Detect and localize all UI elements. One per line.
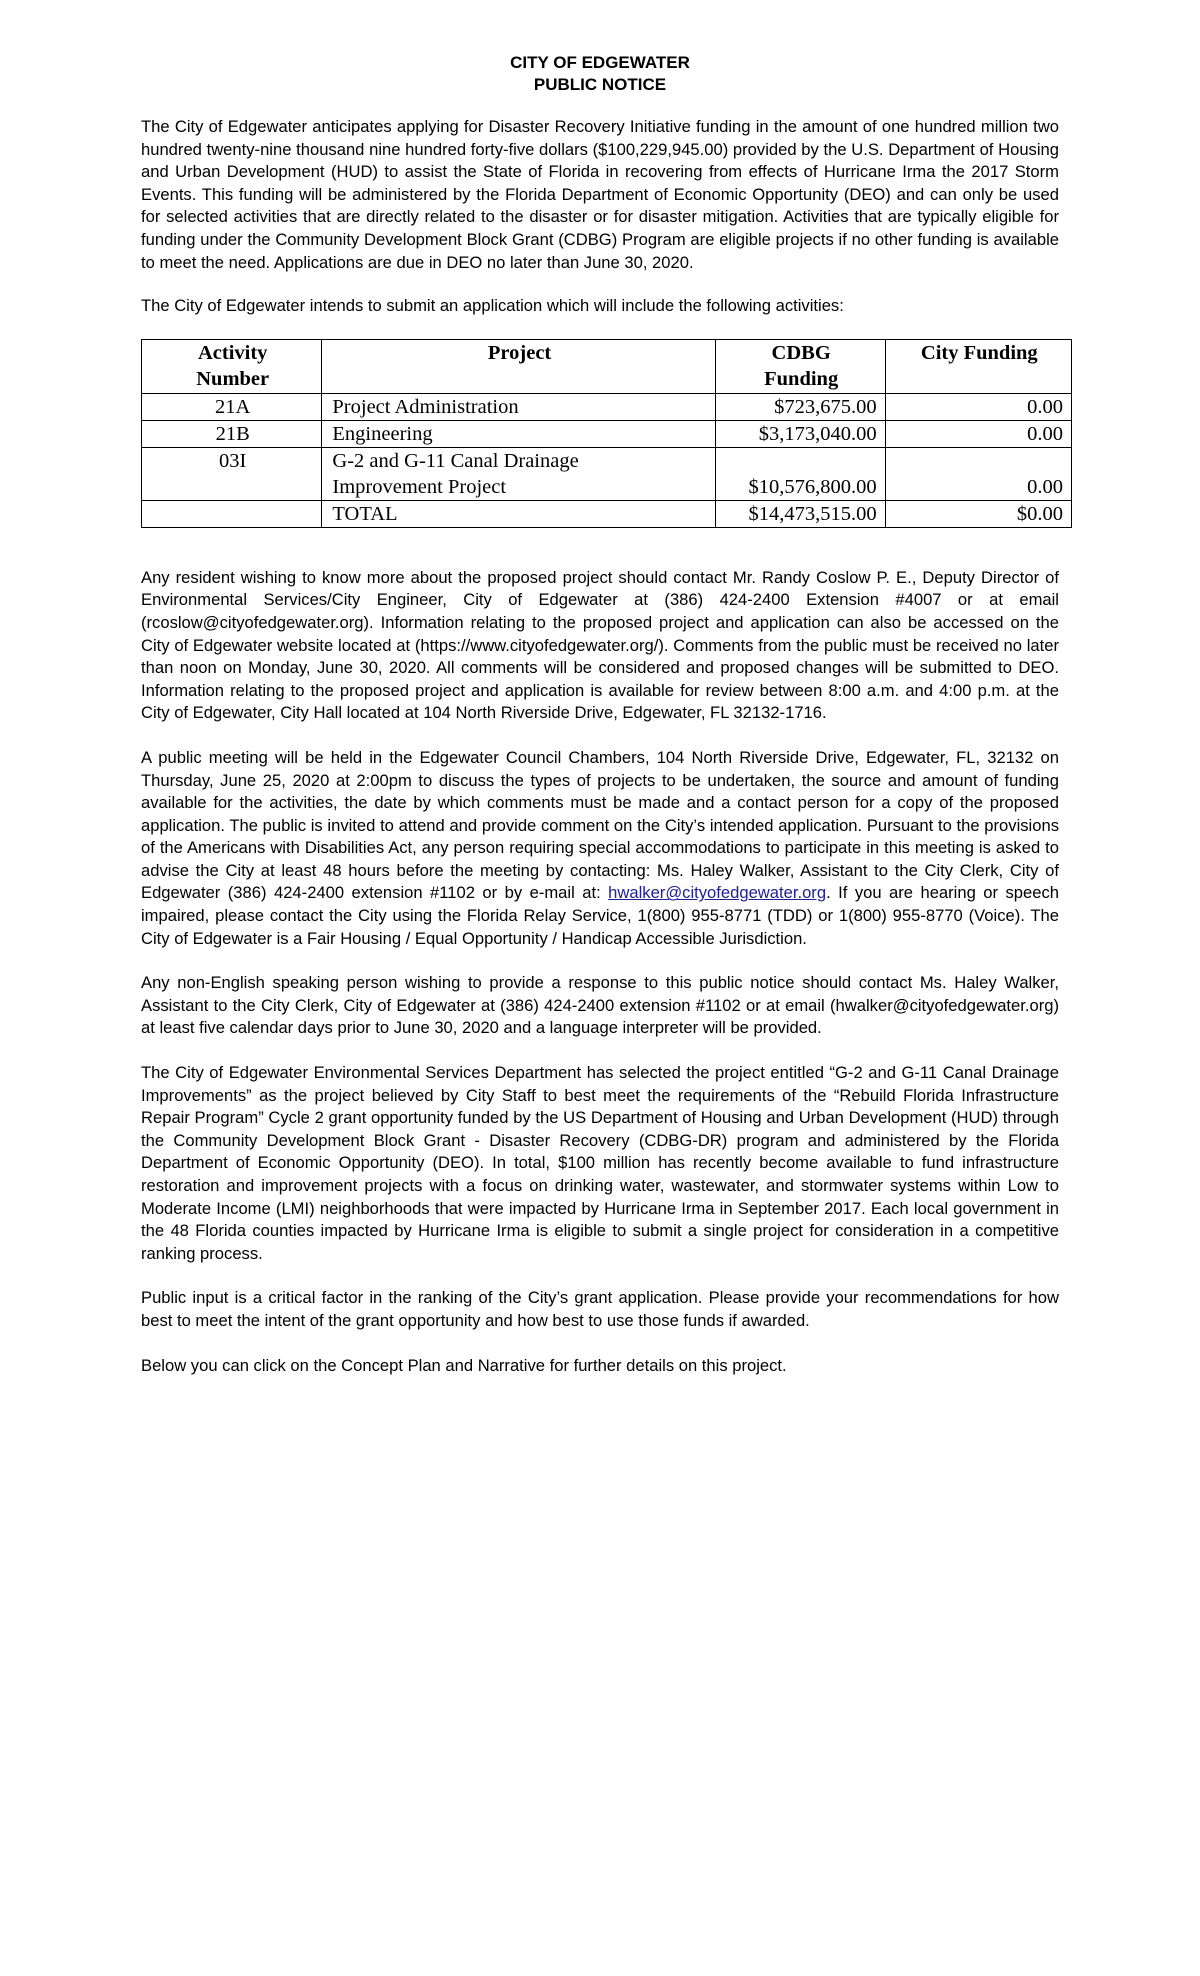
notice-body: [141, 52, 1063, 1377]
activity-number-cell: 21B: [142, 420, 322, 447]
project-cell-line2: Improvement Project: [332, 475, 507, 498]
total-city-cell: $0.00: [885, 500, 1071, 527]
notice-subtitle: PUBLIC NOTICE: [533, 75, 667, 94]
cdbg-funding-cell: $723,675.00: [715, 393, 885, 420]
table-row: [142, 420, 1072, 447]
city-funding-cell: 0.00: [885, 393, 1071, 420]
header-activity-number: [142, 339, 322, 393]
header-city-funding: City Funding: [885, 339, 1071, 393]
table-header-row: [142, 339, 1072, 393]
public-meeting-paragraph: [141, 747, 1059, 950]
cdbg-funding-cell: $3,173,040.00: [715, 420, 885, 447]
activities-table: [141, 339, 1072, 528]
table-total-row: [142, 500, 1072, 527]
header-activity-line1: Activity: [197, 341, 268, 364]
activities-table-wrapper: [141, 339, 1063, 528]
total-empty-cell: [142, 500, 322, 527]
header-cdbg-line1: CDBG: [771, 341, 831, 364]
project-cell: [322, 447, 715, 500]
table-row: [142, 393, 1072, 420]
project-cell: Project Administration: [322, 393, 715, 420]
project-cell: Engineering: [322, 420, 715, 447]
public-meeting-text: A public meeting will be held in the Edgewater Council Chambers, 104 North Riverside Drive, Edgewater, FL, 32132 on Thursday, June 25, 2020 at 2:00pm to discuss the types of projects to be undertaken, the source and amount of funding available for the activities, the date by which comments must be made and a contact person for a copy of the proposed application. The public is invited to attend and provide comment on the City’s intended application. Pursuant to the provisions of the Americans with Disabilities Act, any person requiring special accommodations to participate in this meeting is asked to advise the City at least 48 hours before the meeting by contacting: Ms. Haley Walker, Assistant to the City Clerk, City of Edgewater (386) 424-2400 extension #1102 or by e-mail at:: [141, 747, 1059, 903]
header-cdbg-line2: Funding: [764, 367, 839, 390]
header-activity-line2: Number: [196, 367, 270, 390]
total-label-cell: TOTAL: [322, 500, 715, 527]
public-input-paragraph: Public input is a critical factor in the ranking of the City’s grant application. Please provide your recommendations for how best to meet the intent of the grant opportunity and how best to use those funds if awarded.: [141, 1288, 1059, 1330]
environmental-paragraph: The City of Edgewater Environmental Services Department has selected the project entitled “G-2 and G-11 Canal Drainage Improvements” as the project believed by City Staff to best meet the requirements of the “Rebuild Florida Infrastructure Repair Program” Cycle 2 grant opportunity funded by the US Department of Housing and Urban Development (HUD) through the Community Development Block Grant - Disaster Recovery (CDBG-DR) program and administered by the Florida Department of Economic Opportunity (DEO). In total, $100 million has recently become available to fund infrastructure restoration and improvement projects with a focus on drinking water, wastewater, and stormwater systems within Low to Moderate Income (LMI) neighborhoods that were impacted by Hurricane Irma in September 2017. Each local government in the 48 Florida counties impacted by Hurricane Irma is eligible to submit a single project for consideration in a competitive ranking process.: [141, 1063, 1059, 1263]
concept-plan-paragraph: Below you can click on the Concept Plan and Narrative for further details on this project.: [141, 1355, 787, 1375]
header-project: Project: [322, 339, 715, 393]
notice-title: CITY OF EDGEWATER: [510, 53, 690, 72]
total-cdbg-cell: $14,473,515.00: [715, 500, 885, 527]
activities-intro-paragraph: The City of Edgewater intends to submit an application which will include the following activities:: [141, 296, 844, 316]
public-meeting-text-cont: . If you are hearing or speech impaired, please contact the City using the Florida Relay Service, 1(800) 955-8771 (TDD) or 1(800) 955-8770 (Voice). The City of Edgewater is a Fair Housing / Equal Opportunity / Handicap Accessible Jurisdiction.: [141, 883, 1059, 948]
non-english-paragraph: Any non-English speaking person wishing to provide a response to this public notice should contact Ms. Haley Walker, Assistant to the City Clerk, City of Edgewater at (386) 424-2400 extension #1102 or at email (hwalker@cityofedgewater.org) at least five calendar days prior to June 30, 2020 and a language interpreter will be provided.: [141, 973, 1059, 1038]
intro-paragraph: The City of Edgewater anticipates applying for Disaster Recovery Initiative funding in the amount of one hundred million two hundred twenty-nine thousand nine hundred forty-five dollars ($100,229,945.00) provided by the U.S. Department of Housing and Urban Development (HUD) to assist the State of Florida in recovering from effects of Hurricane Irma the 2017 Storm Events. This funding will be administered by the Florida Department of Economic Opportunity (DEO) and can only be used for selected activities that are directly related to the disaster or for disaster mitigation. Activities that are typically eligible for funding under the Community Development Block Grant (CDBG) Program are eligible projects if no other funding is available to meet the need. Applications are due in DEO no later than June 30, 2020.: [141, 117, 1059, 272]
city-funding-cell: 0.00: [885, 447, 1071, 500]
table-row: [142, 447, 1072, 500]
activity-number-cell: 21A: [142, 393, 322, 420]
header-cdbg-funding: [715, 339, 885, 393]
activity-number-cell: 03I: [142, 447, 322, 500]
contact-paragraph: Any resident wishing to know more about the proposed project should contact Mr. Randy Coslow P. E., Deputy Director of Environmental Services/City Engineer, City of Edgewater at (386) 424-2400 Extension #4007 or at email (rcoslow@cityofedgewater.org). Information relating to the proposed project and application can also be accessed on the City of Edgewater website located at (https://www.cityofedgewater.org/). Comments from the public must be received no later than noon on Monday, June 30, 2020. All comments will be considered and proposed changes will be submitted to DEO. Information relating to the proposed project and application is available for review between 8:00 a.m. and 4:00 p.m. at the City of Edgewater, City Hall located at 104 North Riverside Drive, Edgewater, FL 32132-1716.: [141, 567, 1059, 723]
project-cell-line1: G-2 and G-11 Canal Drainage: [332, 449, 579, 472]
city-funding-cell: 0.00: [885, 420, 1071, 447]
cdbg-funding-cell: $10,576,800.00: [715, 447, 885, 500]
email-link[interactable]: hwalker@cityofedgewater.org: [608, 883, 827, 903]
